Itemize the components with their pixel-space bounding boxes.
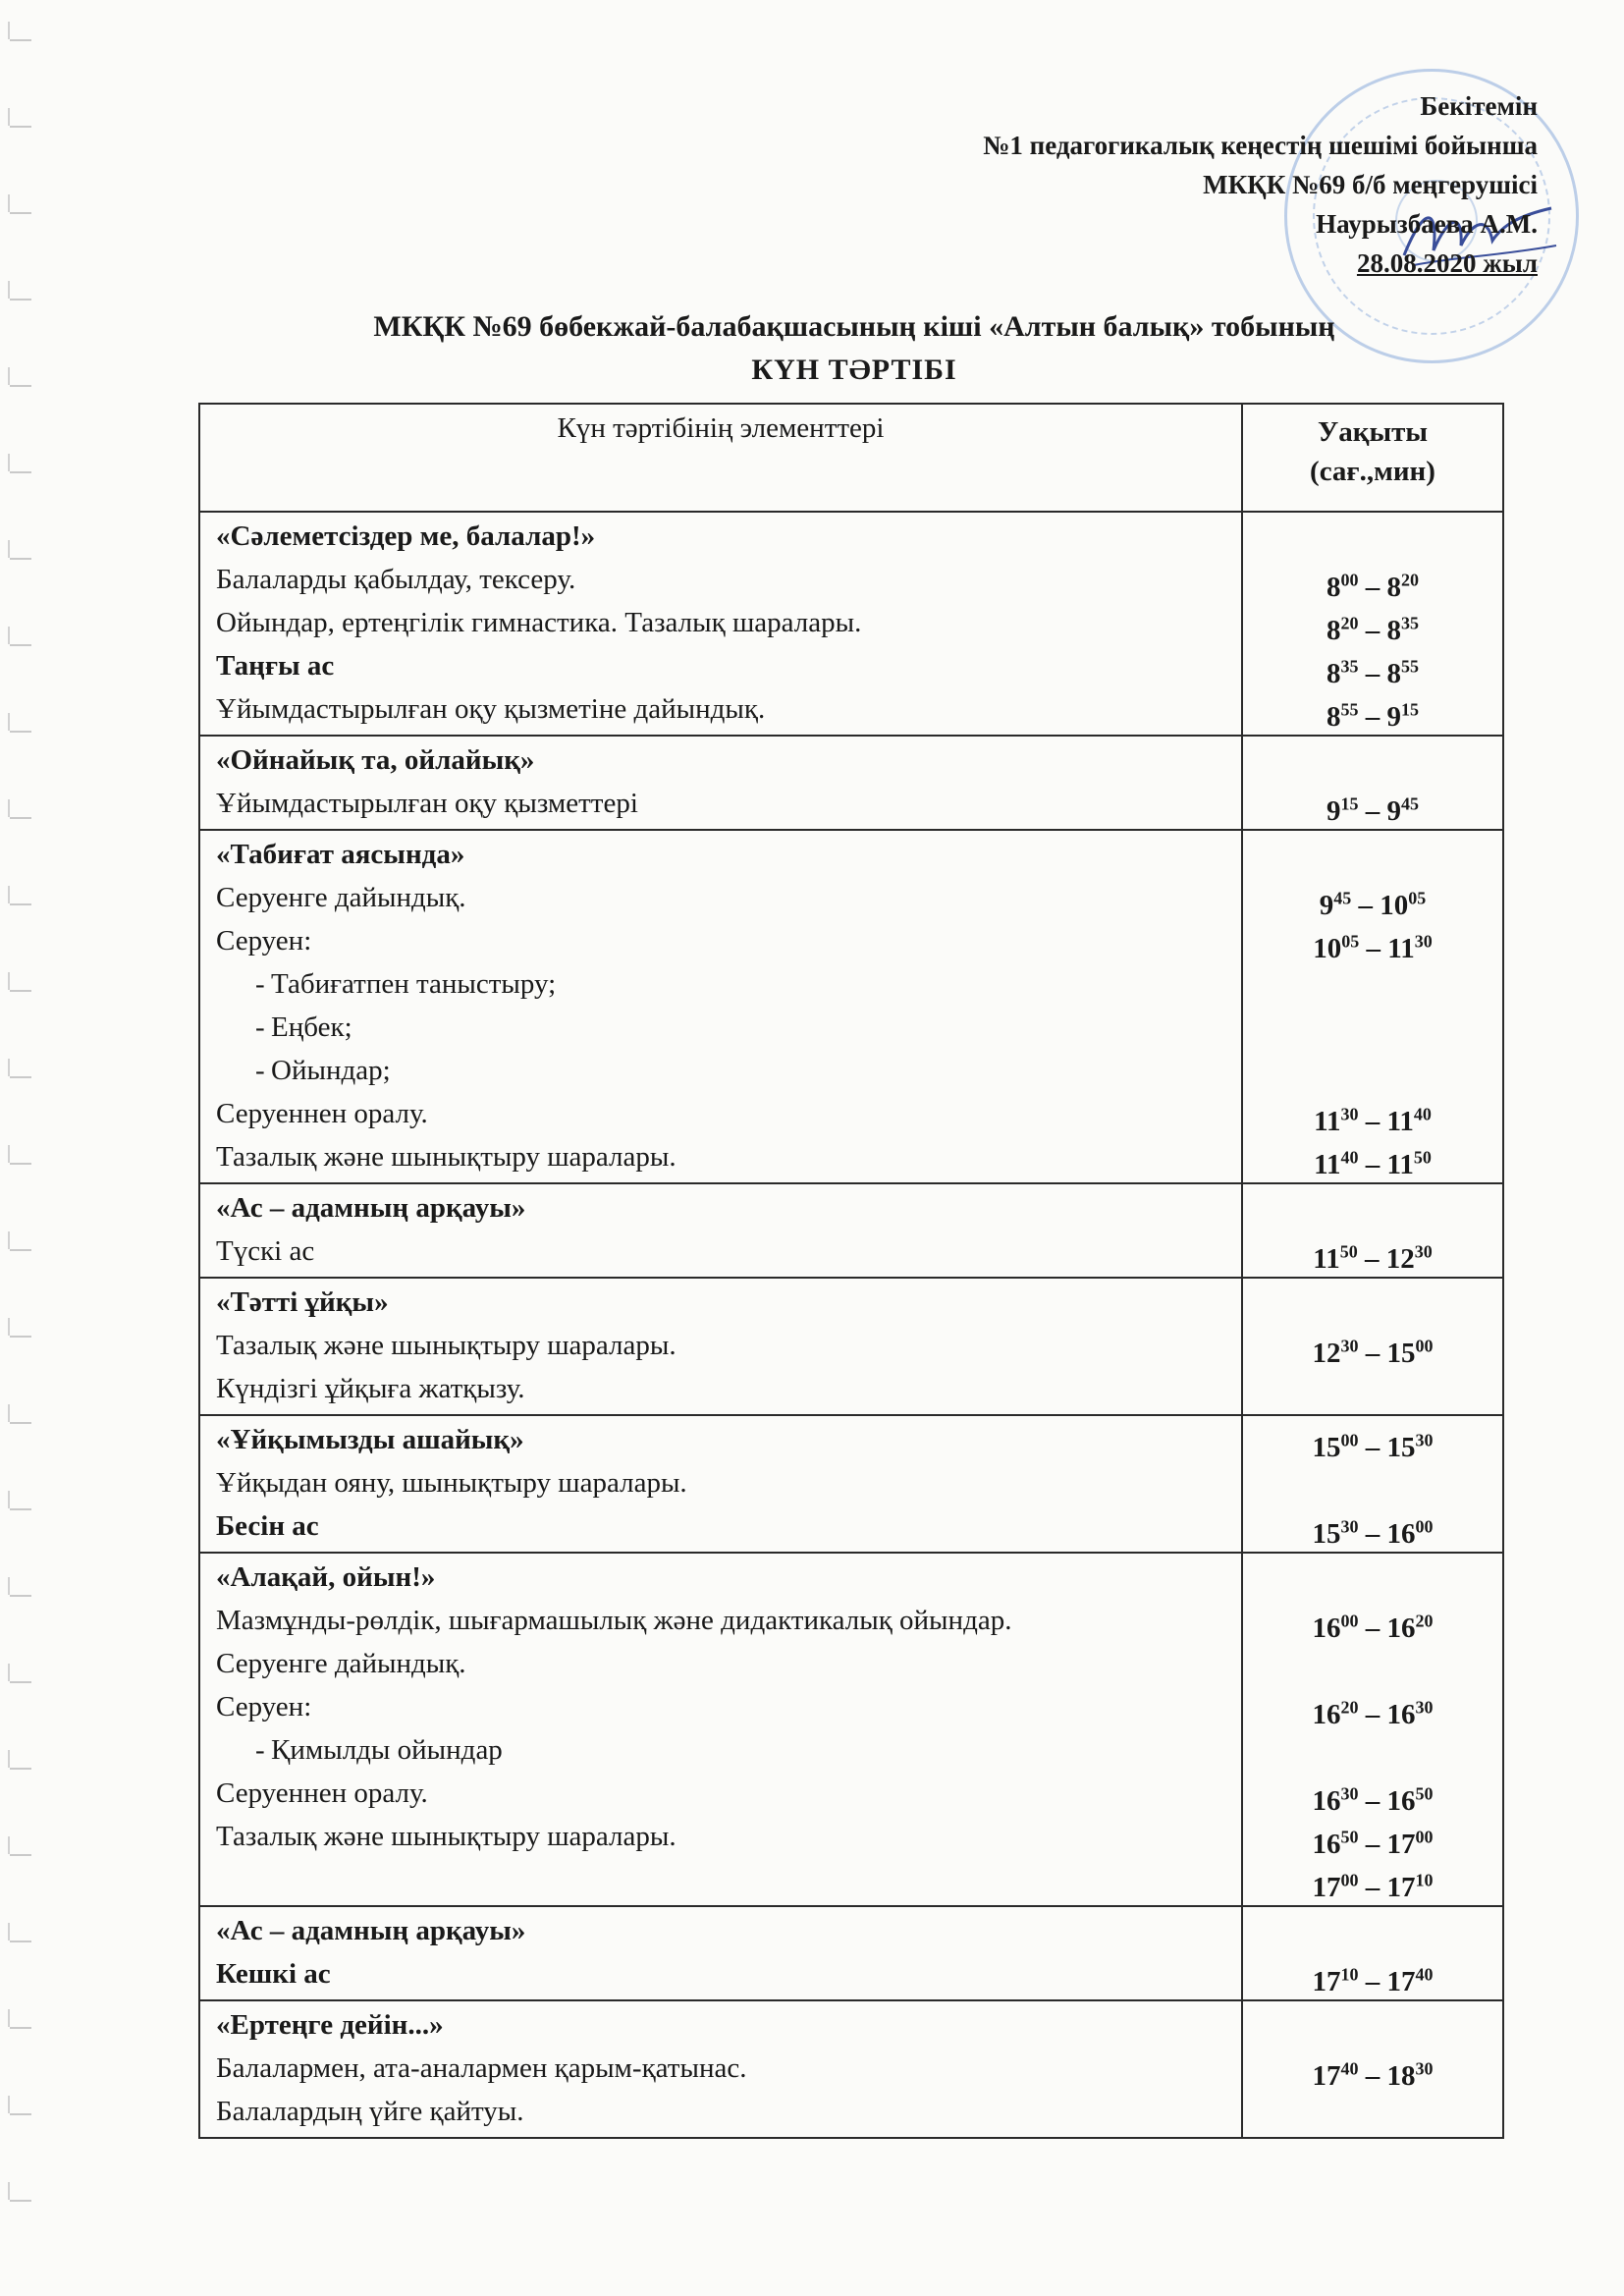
binding-mark bbox=[10, 990, 31, 992]
activity-cell bbox=[199, 512, 1242, 736]
binding-mark bbox=[10, 644, 31, 646]
header-elements: Күн тәртібінің элементтері bbox=[199, 404, 1242, 512]
binding-mark bbox=[10, 299, 31, 301]
binding-tick bbox=[8, 1923, 10, 1941]
binding-mark bbox=[10, 1249, 31, 1251]
time-cell bbox=[1242, 1278, 1503, 1415]
document-title: МКҚК №69 бөбекжай-балабақшасының кіші «Алтын балық» тобының bbox=[373, 310, 1335, 343]
binding-mark bbox=[10, 1681, 31, 1683]
time-range: $11^{50} - 12^{30}$ bbox=[1313, 1241, 1433, 1275]
section-heading: «Ас – адамның арқауы» bbox=[216, 1192, 526, 1224]
section-heading: Кешкі ас bbox=[216, 1958, 331, 1990]
activity-text: Мазмұнды-рөлдік, шығармашылық және дидактикалық ойындар. bbox=[216, 1605, 1012, 1636]
schedule-table bbox=[198, 403, 1504, 2139]
binding-mark bbox=[10, 126, 31, 128]
time-spacer bbox=[1243, 1006, 1502, 1049]
bullet-item: - Табиғатпен таныстыру; bbox=[216, 962, 1231, 1006]
binding-tick bbox=[8, 1577, 10, 1595]
section-heading: «Сәлеметсіздер ме, балалар!» bbox=[216, 520, 596, 552]
binding-mark bbox=[10, 1076, 31, 1078]
binding-mark bbox=[10, 39, 31, 41]
activity-text: Тазалық және шынықтыру шаралары. bbox=[216, 1141, 677, 1173]
activity-text: Ұйымдастырылған оқу қызметіне дайындық. bbox=[216, 693, 766, 725]
header-time-unit: (сағ.,мин) bbox=[1310, 456, 1435, 487]
time-range: $15^{00} - 15^{30}$ bbox=[1312, 1430, 1434, 1463]
time-range: $10^{05} - 11^{30}$ bbox=[1313, 931, 1433, 964]
section-heading: «Тәтті ұйқы» bbox=[216, 1286, 389, 1318]
time-range: $12^{30} - 15^{00}$ bbox=[1312, 1336, 1434, 1369]
table-header-row bbox=[199, 404, 1503, 512]
activity-text: Тазалық және шынықтыру шаралары. bbox=[216, 1821, 677, 1852]
approval-date: 28.08.2020 жыл bbox=[1356, 248, 1538, 278]
activity-cell bbox=[199, 736, 1242, 830]
binding-tick bbox=[8, 1491, 10, 1508]
binding-tick bbox=[8, 1836, 10, 1854]
time-spacer bbox=[1243, 2003, 1502, 2047]
table-row bbox=[199, 2000, 1503, 2138]
activity-text: Балалармен, ата-аналармен қарым-қатынас. bbox=[216, 2052, 747, 2084]
document-subtitle: КҮН ТӘРТІБІ bbox=[751, 354, 957, 386]
activity-text: Ойындар, ертеңгілік гимнастика. Тазалық шаралары. bbox=[216, 607, 862, 638]
activity-text: Серуен: bbox=[216, 1691, 312, 1722]
binding-tick bbox=[8, 1750, 10, 1768]
activity-text: Ұйымдастырылған оқу қызметтері bbox=[216, 788, 638, 819]
binding-mark bbox=[10, 2027, 31, 2029]
table-row bbox=[199, 1278, 1503, 1415]
activity-text: Түскі ас bbox=[216, 1235, 315, 1267]
time-range: $8^{00} - 8^{20}$ bbox=[1326, 570, 1419, 603]
time-range: $8^{35} - 8^{55}$ bbox=[1326, 656, 1419, 689]
time-range: $16^{30} - 16^{50}$ bbox=[1312, 1783, 1434, 1817]
time-cell bbox=[1242, 1183, 1503, 1278]
binding-tick bbox=[8, 713, 10, 731]
binding-tick bbox=[8, 2182, 10, 2200]
activity-text: Ұйқыдан ояну, шынықтыру шаралары. bbox=[216, 1467, 687, 1499]
time-spacer bbox=[1243, 2090, 1502, 2133]
binding-tick bbox=[8, 108, 10, 126]
section-heading: «Табиғат аясында» bbox=[216, 839, 465, 870]
header-time-label: Уақыты bbox=[1317, 416, 1429, 448]
section-heading: «Ас – адамның арқауы» bbox=[216, 1915, 526, 1946]
activity-text: Серуеннен оралу. bbox=[216, 1098, 428, 1129]
bullet-item: - Қимылды ойындар bbox=[216, 1728, 1231, 1772]
section-heading: «Алақай, ойын!» bbox=[216, 1561, 436, 1593]
binding-mark bbox=[10, 1422, 31, 1424]
binding-tick bbox=[8, 22, 10, 39]
binding-tick bbox=[8, 972, 10, 990]
binding-tick bbox=[8, 454, 10, 471]
activity-cell bbox=[199, 830, 1242, 1183]
time-spacer bbox=[1243, 1281, 1502, 1324]
time-spacer bbox=[1243, 1367, 1502, 1410]
header-time bbox=[1242, 404, 1503, 512]
time-spacer bbox=[1243, 962, 1502, 1006]
table-row bbox=[199, 512, 1503, 736]
binding-tick bbox=[8, 627, 10, 644]
bullet-item: - Еңбек; bbox=[216, 1006, 1231, 1049]
time-range: $16^{00} - 16^{20}$ bbox=[1312, 1611, 1434, 1644]
activity-text: Балалардың үйге қайтуы. bbox=[216, 2096, 524, 2127]
activity-text: Серуенге дайындық. bbox=[216, 1648, 466, 1679]
time-range: $17^{40} - 18^{30}$ bbox=[1312, 2058, 1434, 2092]
binding-tick bbox=[8, 2096, 10, 2113]
binding-tick bbox=[8, 194, 10, 212]
activity-cell bbox=[199, 1415, 1242, 1553]
time-spacer bbox=[1243, 738, 1502, 782]
binding-tick bbox=[8, 886, 10, 903]
time-range: $15^{30} - 16^{00}$ bbox=[1312, 1516, 1434, 1550]
time-spacer bbox=[1243, 833, 1502, 876]
binding-mark bbox=[10, 731, 31, 733]
time-range: $17^{00} - 17^{10}$ bbox=[1312, 1870, 1434, 1903]
time-range: $11^{30} - 11^{40}$ bbox=[1314, 1104, 1432, 1137]
binding-mark bbox=[10, 1941, 31, 1942]
time-range: $8^{20} - 8^{35}$ bbox=[1326, 613, 1419, 646]
time-spacer bbox=[1243, 515, 1502, 558]
binding-tick bbox=[8, 367, 10, 385]
binding-margin bbox=[0, 0, 59, 2296]
binding-mark bbox=[10, 903, 31, 905]
activity-cell bbox=[199, 1183, 1242, 1278]
time-range: $9^{45} - 10^{05}$ bbox=[1319, 888, 1427, 921]
section-heading: Бесін ас bbox=[216, 1510, 319, 1542]
binding-mark bbox=[10, 1336, 31, 1338]
binding-mark bbox=[10, 212, 31, 214]
binding-tick bbox=[8, 1145, 10, 1163]
activity-cell bbox=[199, 1906, 1242, 2000]
time-spacer bbox=[1243, 1186, 1502, 1230]
time-cell bbox=[1242, 2000, 1503, 2138]
time-cell bbox=[1242, 1415, 1503, 1553]
binding-tick bbox=[8, 2009, 10, 2027]
time-spacer bbox=[1243, 1461, 1502, 1504]
binding-tick bbox=[8, 1664, 10, 1681]
binding-mark bbox=[10, 817, 31, 819]
activity-cell bbox=[199, 2000, 1242, 2138]
time-range: $16^{20} - 16^{30}$ bbox=[1312, 1697, 1434, 1730]
time-range: $11^{40} - 11^{50}$ bbox=[1314, 1147, 1432, 1180]
binding-tick bbox=[8, 281, 10, 299]
binding-mark bbox=[10, 1595, 31, 1597]
section-heading: «Ұйқымызды ашайық» bbox=[216, 1424, 524, 1455]
activity-text: Балаларды қабылдау, тексеру. bbox=[216, 564, 576, 595]
time-range: $16^{50} - 17^{00}$ bbox=[1312, 1827, 1434, 1860]
binding-tick bbox=[8, 1318, 10, 1336]
time-spacer bbox=[1243, 1728, 1502, 1772]
binding-tick bbox=[8, 799, 10, 817]
time-range: $9^{15} - 9^{45}$ bbox=[1326, 793, 1419, 827]
table-row bbox=[199, 1553, 1503, 1906]
activity-text: Серуенге дайындық. bbox=[216, 882, 466, 913]
time-range: $17^{10} - 17^{40}$ bbox=[1312, 1964, 1434, 1997]
binding-mark bbox=[10, 1768, 31, 1770]
activity-text: Күндізгі ұйқыға жатқызу. bbox=[216, 1373, 525, 1404]
binding-mark bbox=[10, 1854, 31, 1856]
table-row bbox=[199, 1906, 1503, 2000]
activity-text: Тазалық және шынықтыру шаралары. bbox=[216, 1330, 677, 1361]
time-cell bbox=[1242, 1906, 1503, 2000]
time-cell bbox=[1242, 1553, 1503, 1906]
activity-cell bbox=[199, 1553, 1242, 1906]
table-row bbox=[199, 1183, 1503, 1278]
binding-mark bbox=[10, 2113, 31, 2115]
binding-mark bbox=[10, 385, 31, 387]
approval-block bbox=[983, 86, 1538, 283]
section-heading: «Ертеңге дейін...» bbox=[216, 2009, 444, 2041]
section-heading: Таңғы ас bbox=[216, 650, 335, 682]
table-row bbox=[199, 736, 1503, 830]
time-cell bbox=[1242, 512, 1503, 736]
binding-mark bbox=[10, 2200, 31, 2202]
time-cell bbox=[1242, 736, 1503, 830]
binding-tick bbox=[8, 1231, 10, 1249]
bullet-item: - Ойындар; bbox=[216, 1049, 1231, 1092]
binding-tick bbox=[8, 1059, 10, 1076]
binding-mark bbox=[10, 1508, 31, 1510]
activity-cell bbox=[199, 1278, 1242, 1415]
approval-heading: Бекітемін bbox=[1420, 91, 1538, 121]
binding-mark bbox=[10, 558, 31, 560]
binding-mark bbox=[10, 1163, 31, 1165]
binding-tick bbox=[8, 540, 10, 558]
activity-text: Серуеннен оралу. bbox=[216, 1777, 428, 1809]
activity-text: Серуен: bbox=[216, 925, 312, 957]
time-spacer bbox=[1243, 1909, 1502, 1952]
approval-position: МКҚК №69 б/б меңгерушісі bbox=[1203, 170, 1538, 199]
time-range: $8^{55} - 9^{15}$ bbox=[1326, 699, 1419, 733]
binding-tick bbox=[8, 1404, 10, 1422]
table-row bbox=[199, 1415, 1503, 1553]
time-cell bbox=[1242, 830, 1503, 1183]
time-spacer bbox=[1243, 1556, 1502, 1599]
approval-name: Наурызбаева А.М. bbox=[1316, 209, 1538, 239]
section-heading: «Ойнайық та, ойлайық» bbox=[216, 744, 535, 776]
time-spacer bbox=[1243, 1049, 1502, 1092]
schedule-body bbox=[199, 512, 1503, 2138]
table-row bbox=[199, 830, 1503, 1183]
approval-council: №1 педагогикалық кеңестің шешімі бойынша bbox=[983, 131, 1538, 160]
binding-mark bbox=[10, 471, 31, 473]
